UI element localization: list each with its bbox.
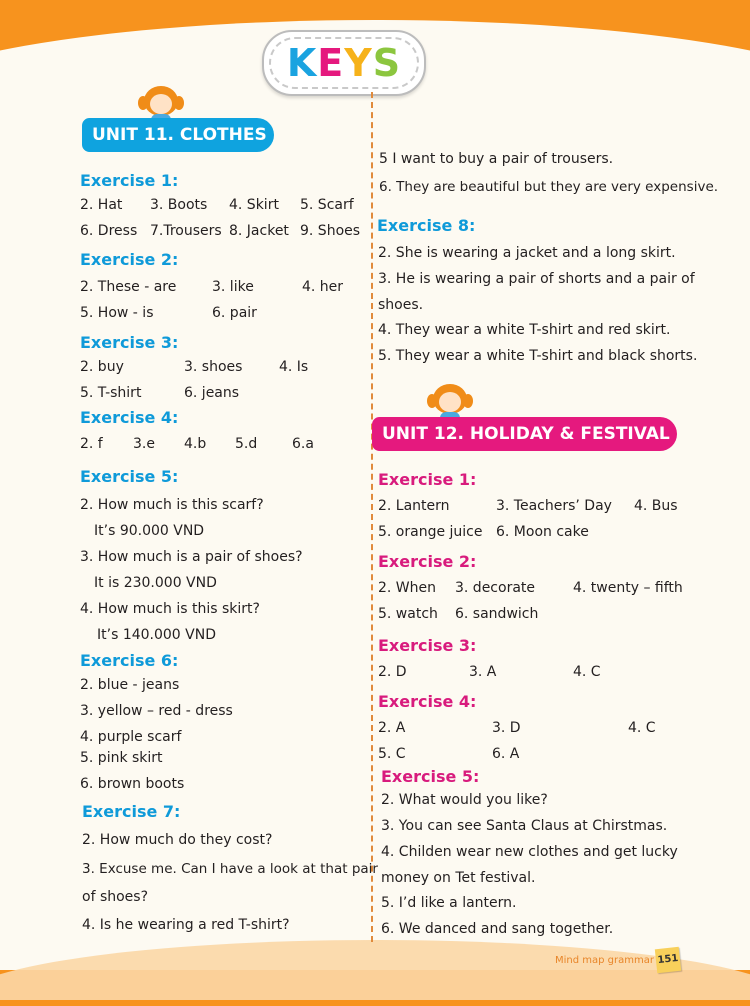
- keys-letter-e: E: [317, 41, 345, 85]
- answer: 4. C: [628, 720, 656, 736]
- answer: It is 230.000 VND: [94, 575, 217, 591]
- answer: 3. yellow – red - dress: [80, 703, 233, 719]
- u12-ex4-heading: Exercise 4:: [378, 692, 477, 711]
- answer: 6. Dress: [80, 223, 138, 239]
- answer: 4. Childen wear new clothes and get lucky: [381, 844, 678, 860]
- u11-ex1-heading: Exercise 1:: [80, 171, 179, 190]
- answer: 5. I’d like a lantern.: [381, 895, 517, 911]
- u12-ex2-heading: Exercise 2:: [378, 552, 477, 571]
- answer: 6. They are beautiful but they are very expensive.: [379, 179, 719, 195]
- keys-letter-k: K: [286, 41, 318, 85]
- answer: 3. A: [469, 664, 497, 680]
- answer: 3. Boots: [150, 197, 208, 213]
- keys-letter-y: Y: [344, 41, 373, 85]
- u11-ex6-heading: Exercise 6:: [80, 651, 179, 670]
- u11-ex3-heading: Exercise 3:: [80, 333, 179, 352]
- answer: 2. D: [378, 664, 407, 680]
- answer: 3. shoes: [184, 359, 243, 375]
- u12-ex5-heading: Exercise 5:: [381, 767, 480, 786]
- u11-ex4-heading: Exercise 4:: [80, 408, 179, 427]
- answer: 6. Moon cake: [496, 524, 589, 540]
- u11-ex8-heading: Exercise 8:: [377, 216, 476, 235]
- answer: 5. pink skirt: [80, 750, 163, 766]
- answer: 5 I want to buy a pair of trousers.: [379, 151, 614, 167]
- answer: 5. orange juice: [378, 524, 483, 540]
- answer: 4. Is: [279, 359, 309, 375]
- answer: 2. She is wearing a jacket and a long skirt.: [378, 245, 676, 261]
- answer: 3. You can see Santa Claus at Chirstmas.: [381, 818, 668, 834]
- answer: 3. D: [492, 720, 521, 736]
- answer: 4. her: [302, 279, 344, 295]
- answer: 2. What would you like?: [381, 792, 548, 808]
- answer: 4. twenty – fifth: [573, 580, 683, 596]
- keys-letter-s: S: [372, 41, 402, 85]
- answer: It’s 90.000 VND: [94, 523, 205, 539]
- answer: 3. Teachers’ Day: [496, 498, 612, 514]
- answer: 4. purple scarf: [80, 729, 182, 745]
- answer: shoes.: [378, 297, 424, 313]
- answer: 4. How much is this skirt?: [80, 601, 260, 617]
- answer: 5. watch: [378, 606, 438, 622]
- footer-title: Mind map grammar: [555, 955, 654, 966]
- answer: 4. Skirt: [229, 197, 279, 213]
- answer: 2. buy: [80, 359, 124, 375]
- answer: 2. f: [80, 436, 103, 452]
- u12-ex3-heading: Exercise 3:: [378, 636, 477, 655]
- answer: 5. They wear a white T-shirt and black shorts.: [378, 348, 698, 364]
- unit-11-title: UNIT 11. CLOTHES: [82, 118, 274, 152]
- answer: 4. They wear a white T-shirt and red skirt.: [378, 322, 671, 338]
- column-divider: [371, 92, 373, 942]
- u11-ex5-heading: Exercise 5:: [80, 467, 179, 486]
- answer: 3. like: [212, 279, 254, 295]
- u11-ex7-heading: Exercise 7:: [82, 802, 181, 821]
- answer: 5. How - is: [80, 305, 154, 321]
- answer: 3. How much is a pair of shoes?: [80, 549, 303, 565]
- answer: 2. blue - jeans: [80, 677, 180, 693]
- answer: 5.d: [235, 436, 258, 452]
- answer: 2. A: [378, 720, 406, 736]
- u11-ex2-heading: Exercise 2:: [80, 250, 179, 269]
- answer: 4. Bus: [634, 498, 678, 514]
- answer: 6. jeans: [184, 385, 240, 401]
- answer: 5. T-shirt: [80, 385, 142, 401]
- answer: money on Tet festival.: [381, 870, 536, 886]
- answer: 4. Is he wearing a red T-shirt?: [82, 917, 290, 933]
- u12-ex1-heading: Exercise 1:: [378, 470, 477, 489]
- answer: 4. C: [573, 664, 601, 680]
- answer: 3. decorate: [455, 580, 536, 596]
- answer: 4.b: [184, 436, 207, 452]
- keys-badge: [262, 30, 426, 96]
- answer: 2. How much do they cost?: [82, 832, 273, 848]
- page-number: 151: [655, 947, 681, 973]
- answer: 8. Jacket: [229, 223, 289, 239]
- keys-title: [264, 41, 424, 85]
- answer: 2. These - are: [80, 279, 177, 295]
- answer: of shoes?: [82, 889, 149, 905]
- answer: 5. Scarf: [300, 197, 354, 213]
- answer: 3. He is wearing a pair of shorts and a pair of: [378, 271, 695, 287]
- answer: 6. sandwich: [455, 606, 539, 622]
- answer: 9. Shoes: [300, 223, 361, 239]
- answer: 5. C: [378, 746, 406, 762]
- answer: 2. How much is this scarf?: [80, 497, 264, 513]
- answer: 7.Trousers: [150, 223, 222, 239]
- answer: 6. brown boots: [80, 776, 185, 792]
- answer: 3. Excuse me. Can I have a look at that pair: [82, 861, 378, 877]
- answer: 2. Lantern: [378, 498, 450, 514]
- answer: 3.e: [133, 436, 155, 452]
- unit-12-title: UNIT 12. HOLIDAY & FESTIVAL: [372, 417, 677, 451]
- answer: 2. Hat: [80, 197, 123, 213]
- answer: It’s 140.000 VND: [97, 627, 216, 643]
- answer: 6. We danced and sang together.: [381, 921, 614, 937]
- answer: 6. A: [492, 746, 520, 762]
- answer: 6. pair: [212, 305, 257, 321]
- answer: 2. When: [378, 580, 437, 596]
- answer: 6.a: [292, 436, 314, 452]
